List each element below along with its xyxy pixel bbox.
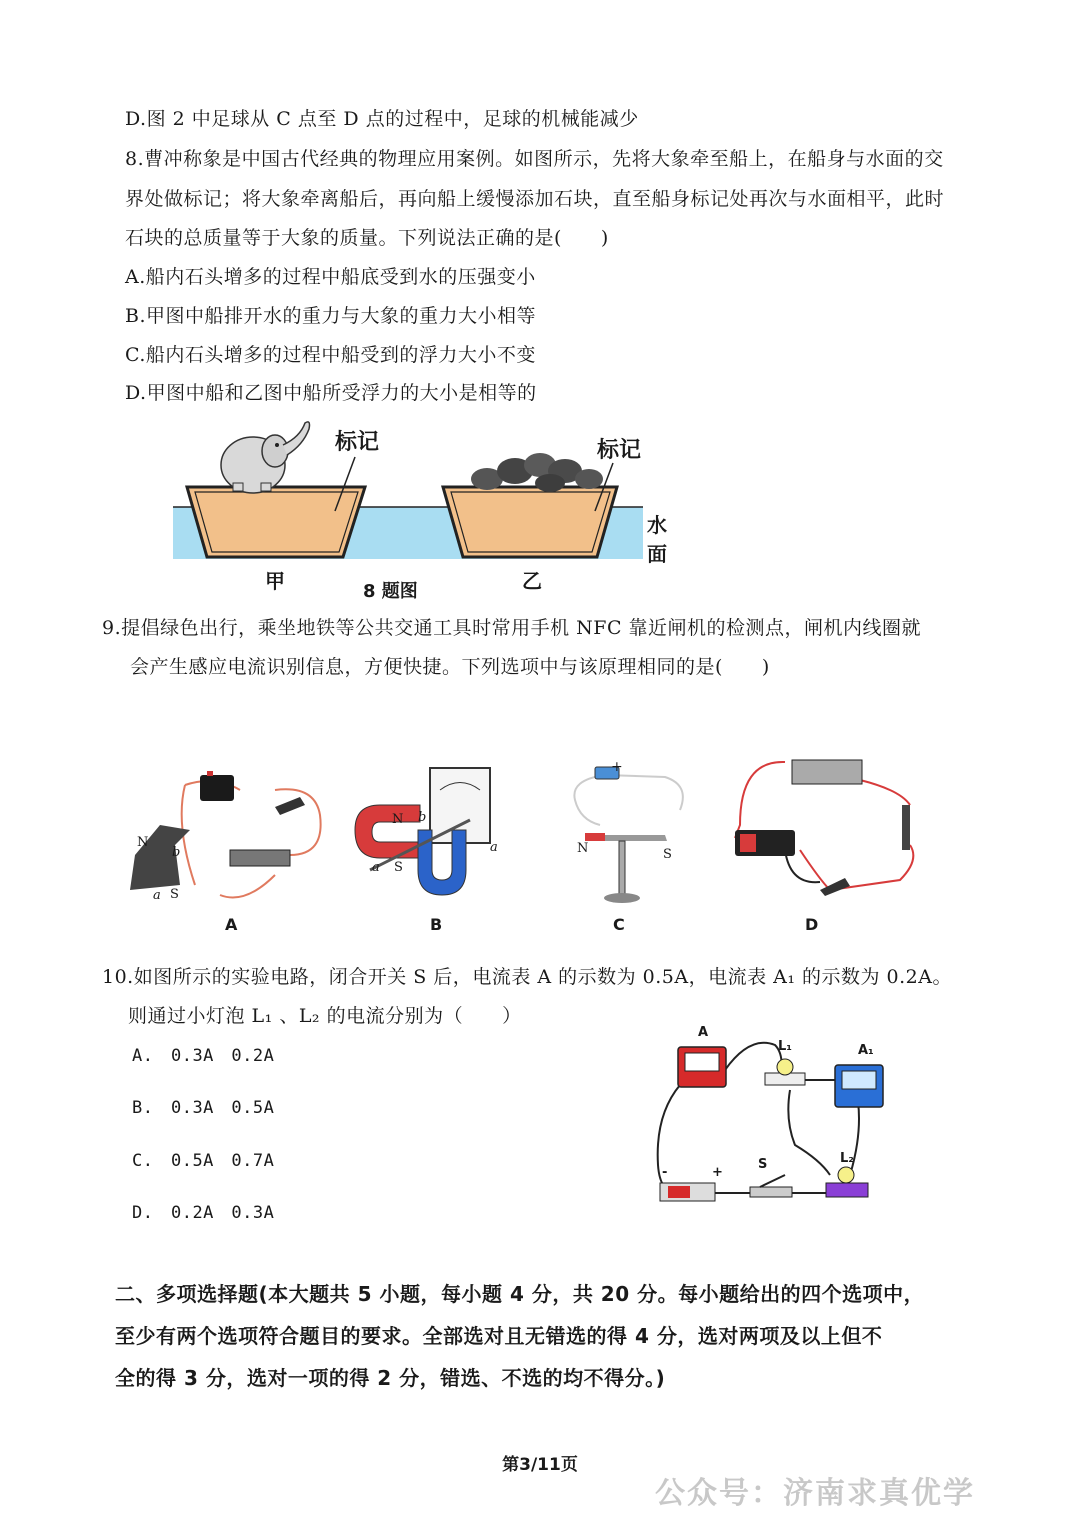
q8-figure — [165, 415, 665, 605]
fig-a-s: S — [170, 887, 179, 902]
rheostat-icon — [792, 760, 862, 784]
elephant-icon — [221, 422, 310, 493]
ammeter-a1-icon — [835, 1065, 883, 1107]
section2-line-2: 至少有两个选项符合题目的要求。全部选对且无错选的得 4 分，选对两项及以上但不 — [115, 1324, 883, 1348]
page-number: 第3/11页 — [502, 1455, 578, 1475]
fig-d-drawing — [720, 750, 920, 910]
fig-b-a2: a — [490, 840, 498, 855]
rheostat-icon — [230, 850, 290, 866]
q9-figure-b — [350, 760, 520, 940]
boat-left-label: 甲 — [265, 569, 285, 593]
q8-option-b: B.甲图中船排开水的重力与大象的重力大小相等 — [125, 305, 537, 327]
circuit-label-s: S — [758, 1157, 768, 1172]
stand-icon — [619, 841, 625, 896]
fig-label-d: D — [805, 915, 819, 934]
fig-a-n: N — [137, 835, 149, 850]
q10-option-a: A. 0.3A 0.2A — [132, 1046, 275, 1066]
stones-icon — [471, 453, 603, 492]
fig-c-s: S — [663, 847, 672, 862]
fig-c-n: N — [577, 841, 589, 856]
q8-option-c: C.船内石头增多的过程中船受到的浮力大小不变 — [125, 344, 536, 366]
lamp-l2-icon — [826, 1167, 868, 1197]
fig-label-a: A — [225, 915, 238, 934]
fig-a-a: a — [153, 888, 161, 903]
q8-stem-line-2: 界处做标记；将大象牵离船后，再向船上缓慢添加石块，直至船身标记处再次与水面相平，此时 — [125, 188, 945, 210]
fig-c-plus: + — [611, 759, 623, 775]
switch-s-icon — [750, 1175, 792, 1197]
q9-figure-d — [720, 750, 920, 940]
fig-b-a: a — [372, 860, 380, 875]
q10-stem-line-2: 则通过小灯泡 L₁ 、L₂ 的电流分别为（ ） — [128, 1005, 522, 1027]
water-label: 水面 — [647, 513, 667, 566]
battery-icon — [660, 1183, 715, 1201]
q10-option-c: C. 0.5A 0.7A — [132, 1151, 275, 1171]
section2-line-3: 全的得 3 分，选对一项的得 2 分，错选、不选的均不得分。) — [115, 1366, 666, 1390]
switch-icon — [820, 878, 850, 896]
battery-icon — [200, 775, 234, 801]
circuit-label-l2: L₂ — [840, 1151, 854, 1166]
q8-stem-line-3: 石块的总质量等于大象的质量。下列说法正确的是( ) — [125, 227, 609, 249]
circuit-label-minus: - — [662, 1165, 668, 1180]
fig-c-drawing — [555, 755, 705, 915]
q8-option-d: D.甲图中船和乙图中船所受浮力的大小是相等的 — [125, 382, 537, 404]
q8-figure-caption: 8 题图 — [363, 581, 418, 602]
q10-option-d: D. 0.2A 0.3A — [132, 1203, 275, 1223]
watermark: 公众号：济南求真优学 — [655, 1476, 975, 1511]
coil-icon — [902, 805, 910, 850]
switch-icon — [275, 797, 305, 815]
ammeter-a-icon — [678, 1047, 726, 1087]
q9-figure-c — [555, 755, 705, 940]
boat-left — [187, 487, 365, 557]
circuit-label-a: A — [698, 1025, 709, 1040]
circuit-label-l1: L₁ — [778, 1039, 792, 1054]
q10-option-b: B. 0.3A 0.5A — [132, 1098, 275, 1118]
q10-stem-line-1: 10.如图所示的实验电路，闭合开关 S 后，电流表 A 的示数为 0.5A，电流表 A₁ 的示数为 0.2A。 — [102, 966, 952, 988]
section2-line-1: 二、多项选择题(本大题共 5 小题，每小题 4 分，共 20 分。每小题给出的四个选项中， — [115, 1282, 925, 1306]
q9-stem-line-2: 会产生感应电流识别信息，方便快捷。下列选项中与该原理相同的是( ) — [130, 656, 770, 678]
fig-a-b: b — [172, 845, 181, 860]
q8-stem-line-1: 8.曹冲称象是中国古代经典的物理应用案例。如图所示，先将大象牵至船上，在船身与水面的交 — [125, 148, 944, 170]
boat-right — [443, 487, 617, 557]
mark-label-right: 标记 — [597, 438, 642, 463]
q10-circuit-figure — [650, 1025, 900, 1205]
fig-b-b: b — [418, 810, 427, 825]
fig-label-c: C — [613, 915, 625, 934]
fig-b-s: S — [394, 860, 403, 875]
fig-b-n: N — [392, 812, 404, 827]
lamp-l1-icon — [765, 1059, 805, 1085]
circuit-label-a1: A₁ — [858, 1043, 874, 1058]
fig-label-b: B — [430, 915, 443, 934]
q8-option-a: A.船内石头增多的过程中船底受到水的压强变小 — [125, 266, 536, 288]
mark-label-left: 标记 — [335, 430, 380, 455]
q9-stem-line-1: 9.提倡绿色出行，乘坐地铁等公共交通工具时常用手机 NFC 靠近闸机的检测点，闸机内线圈就 — [102, 617, 922, 639]
circuit-label-plus: + — [712, 1165, 723, 1180]
fig-a-drawing — [115, 745, 345, 915]
boat-right-label: 乙 — [522, 569, 542, 593]
fig-b-drawing — [350, 760, 520, 910]
q9-figure-a — [115, 745, 345, 940]
q7-option-d: D.图 2 中足球从 C 点至 D 点的过程中，足球的机械能减少 — [125, 108, 639, 130]
